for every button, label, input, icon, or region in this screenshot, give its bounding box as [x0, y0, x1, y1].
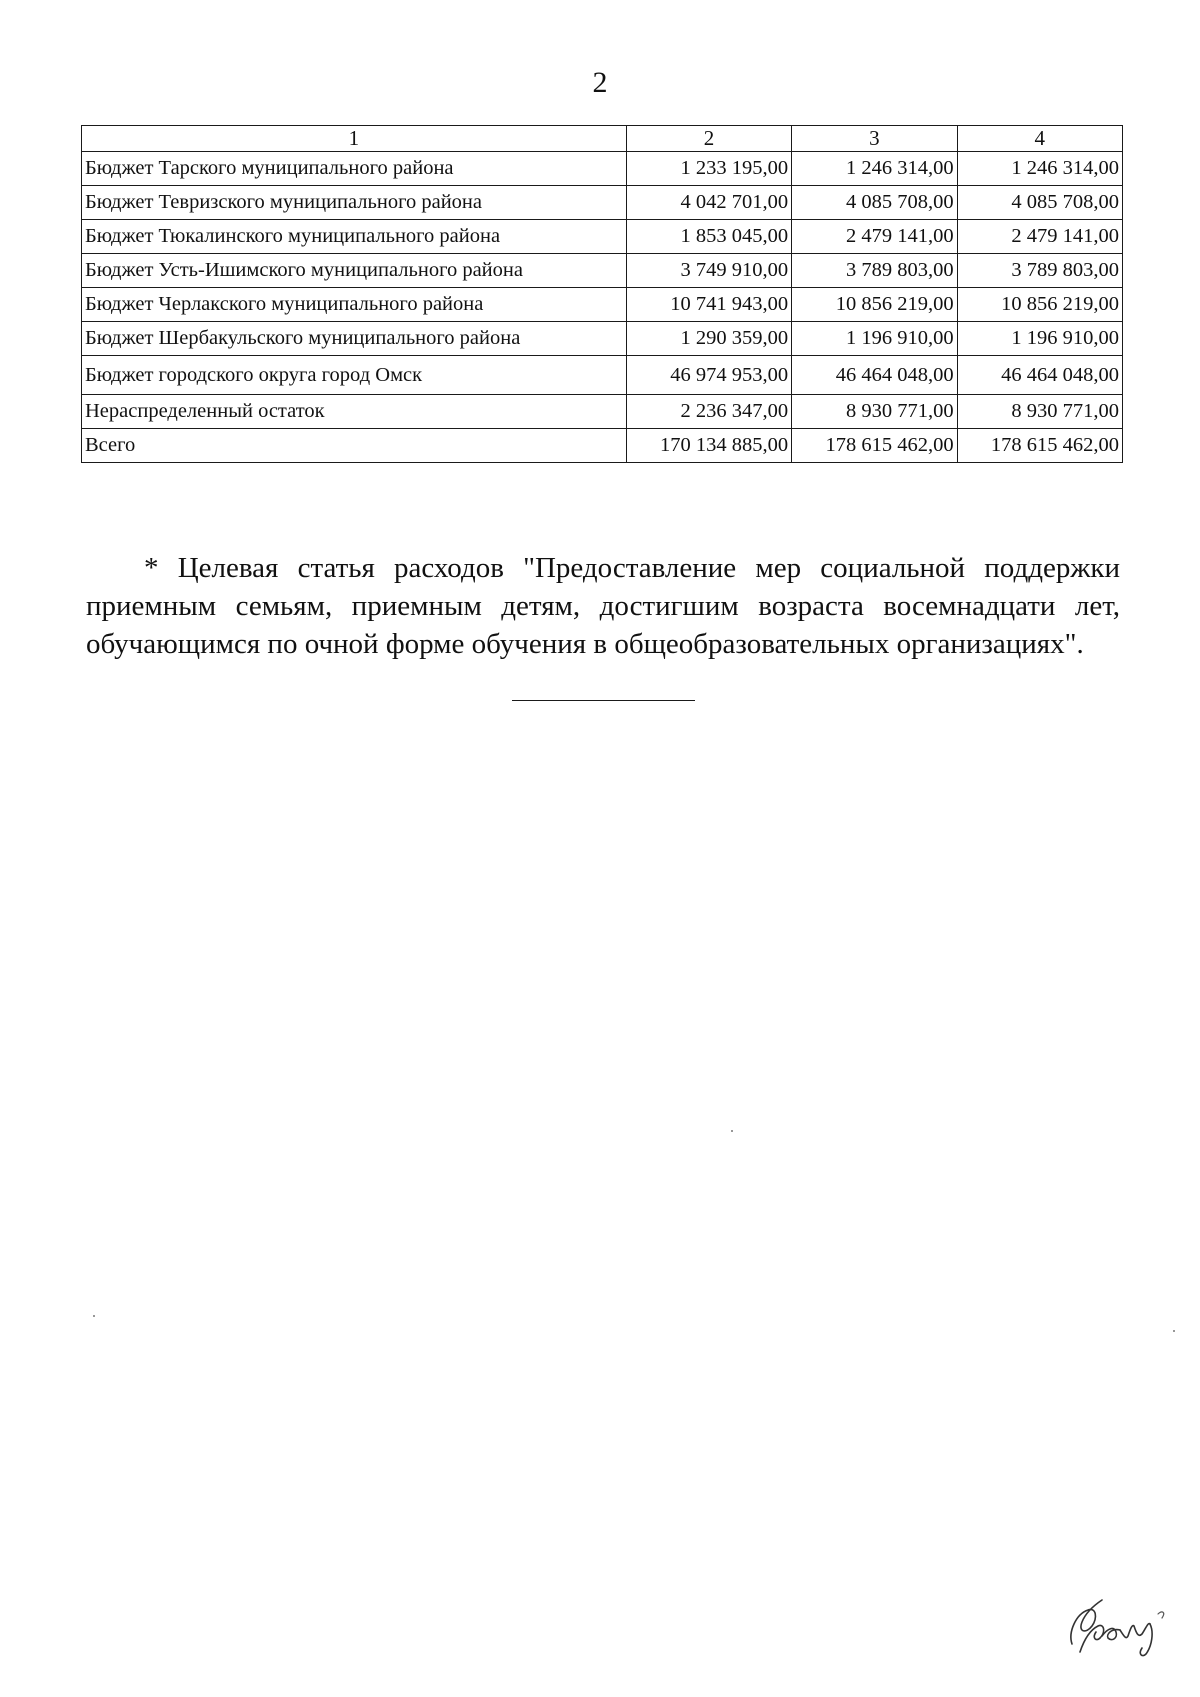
row-value-col4: 46 464 048,00	[957, 356, 1122, 395]
row-label: Бюджет Тарского муниципального района	[82, 152, 627, 186]
total-value-col4: 178 615 462,00	[957, 429, 1122, 463]
scan-speck	[93, 1315, 95, 1317]
row-value-col4: 2 479 141,00	[957, 220, 1122, 254]
page-number: 2	[592, 66, 608, 99]
table-row	[82, 186, 1123, 220]
row-label: Нераспределенный остаток	[82, 395, 627, 429]
row-label: Бюджет Тюкалинского муниципального района	[82, 220, 627, 254]
table-row	[82, 152, 1123, 186]
row-value-col3: 10 856 219,00	[792, 288, 957, 322]
row-value-col2: 1 290 359,00	[626, 322, 791, 356]
row-value-col2: 2 236 347,00	[626, 395, 791, 429]
row-value-col3: 3 789 803,00	[792, 254, 957, 288]
row-value-col4: 1 196 910,00	[957, 322, 1122, 356]
row-value-col4: 4 085 708,00	[957, 186, 1122, 220]
table-total-row	[82, 429, 1123, 463]
row-value-col3: 4 085 708,00	[792, 186, 957, 220]
budget-distribution-table	[81, 125, 1123, 463]
row-label: Бюджет Черлакского муниципального района	[82, 288, 627, 322]
row-label: Бюджет городского округа город Омск	[82, 356, 627, 395]
scan-speck	[1173, 1330, 1175, 1332]
footnote: * Целевая статья расходов "Предоставление мер социальной поддержки приемным семьям, приемным детям, достигшим возраста восемнадцати лет, обучающимся по очной форме обучения в общеобразовательных организациях".	[86, 552, 1120, 660]
total-value-col2: 170 134 885,00	[626, 429, 791, 463]
table-row	[82, 288, 1123, 322]
row-value-col3: 46 464 048,00	[792, 356, 957, 395]
table-row	[82, 395, 1123, 429]
row-value-col4: 1 246 314,00	[957, 152, 1122, 186]
column-number-1: 1	[82, 126, 627, 152]
handwritten-signature	[1062, 1592, 1172, 1662]
table-row	[82, 220, 1123, 254]
column-number-3: 3	[792, 126, 957, 152]
row-value-col4: 8 930 771,00	[957, 395, 1122, 429]
column-number-4: 4	[957, 126, 1122, 152]
table-header-row	[82, 126, 1123, 152]
column-number-2: 2	[626, 126, 791, 152]
scan-speck	[731, 1130, 733, 1132]
row-value-col2: 46 974 953,00	[626, 356, 791, 395]
row-label: Бюджет Усть-Ишимского муниципального района	[82, 254, 627, 288]
table-row	[82, 254, 1123, 288]
row-value-col4: 3 789 803,00	[957, 254, 1122, 288]
total-value-col3: 178 615 462,00	[792, 429, 957, 463]
closing-rule	[512, 700, 695, 701]
row-value-col3: 1 196 910,00	[792, 322, 957, 356]
table-row	[82, 356, 1123, 395]
row-label: Бюджет Тевризского муниципального района	[82, 186, 627, 220]
row-label: Бюджет Шербакульского муниципального района	[82, 322, 627, 356]
row-value-col2: 3 749 910,00	[626, 254, 791, 288]
row-value-col3: 8 930 771,00	[792, 395, 957, 429]
row-value-col3: 1 246 314,00	[792, 152, 957, 186]
row-value-col2: 4 042 701,00	[626, 186, 791, 220]
row-value-col2: 10 741 943,00	[626, 288, 791, 322]
row-value-col2: 1 233 195,00	[626, 152, 791, 186]
row-value-col3: 2 479 141,00	[792, 220, 957, 254]
table-row	[82, 322, 1123, 356]
row-value-col2: 1 853 045,00	[626, 220, 791, 254]
row-value-col4: 10 856 219,00	[957, 288, 1122, 322]
total-label: Всего	[82, 429, 627, 463]
